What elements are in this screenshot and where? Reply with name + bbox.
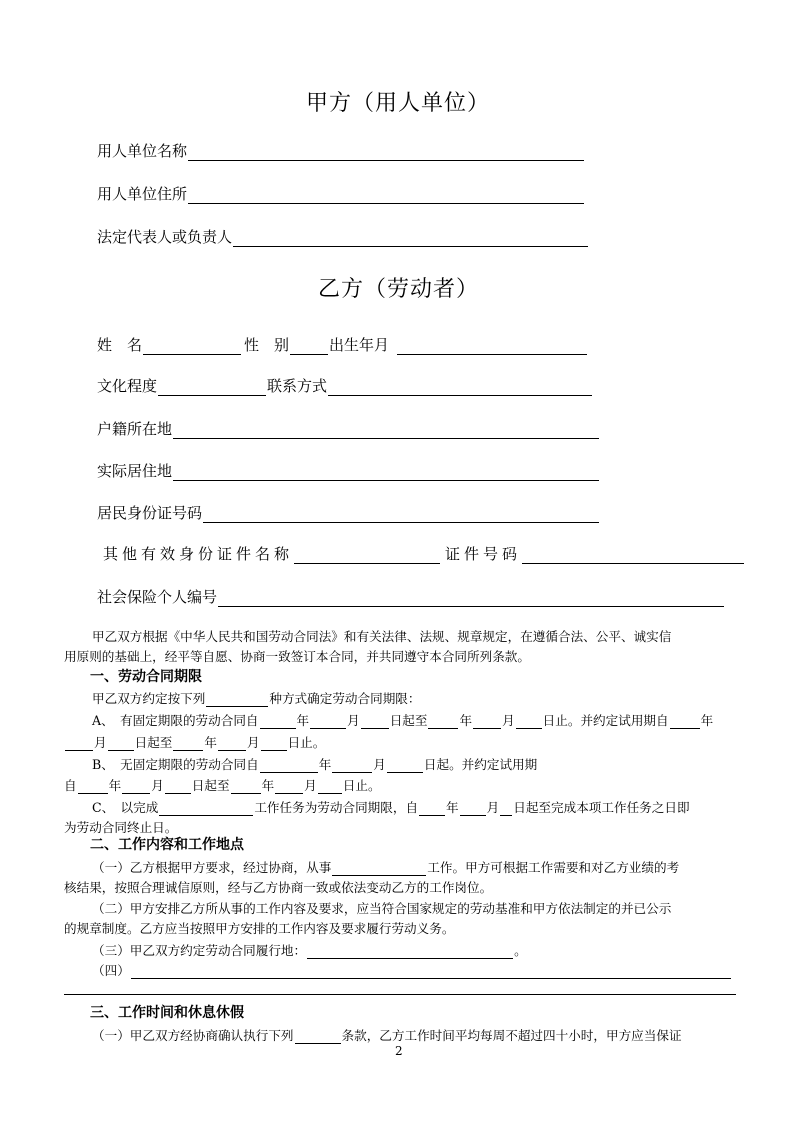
month-text: 月	[373, 757, 386, 772]
option-b-label: B、 无固定期限的劳动合同自	[92, 757, 259, 772]
unit-address-label: 用人单位住所	[97, 185, 188, 203]
month-text: 月	[486, 800, 500, 815]
b-start-year[interactable]	[260, 758, 318, 773]
day-end-probation-text: 日止。并约定试用期自	[542, 713, 669, 728]
gender-field[interactable]	[290, 340, 328, 355]
month-text: 月	[246, 735, 260, 750]
gender-label: 性 别	[244, 336, 290, 354]
a-end-year[interactable]	[428, 714, 458, 729]
c-mid-text: 工作任务为劳动合同期限，自	[254, 800, 419, 815]
b-start-month[interactable]	[332, 758, 372, 773]
year-text: 年	[261, 778, 275, 793]
section-2-p4-row	[92, 960, 732, 979]
legal-rep-field[interactable]	[233, 232, 588, 247]
page-number: 2	[395, 1044, 403, 1058]
legal-rep-row	[97, 226, 589, 247]
day-end-text: 日止。	[342, 778, 381, 793]
section-1-choose-row	[92, 688, 420, 707]
option-b-row	[92, 754, 537, 773]
choose-text-b: 种方式确定劳动合同期限：	[269, 691, 421, 706]
cert-number-field[interactable]	[522, 549, 744, 564]
section-2-p2-line-2: 的规章制度。乙方应当按照甲方安排的工作内容及要求履行劳动义务。	[64, 921, 455, 936]
section-2-p2-line-1: （二）甲方安排乙方所从事的工作内容及要求，应当符合国家规定的劳动基准和甲方依法制定的并已公示	[92, 901, 672, 916]
from-text: 自	[64, 778, 77, 793]
c-end-text: 日起至完成本项工作任务之日即	[513, 800, 690, 815]
legal-rep-label: 法定代表人或负责人	[97, 228, 233, 246]
s3-p1-text-a: （一）甲乙双方经协商确认执行下列	[92, 1028, 294, 1043]
c-start-year[interactable]	[419, 801, 445, 816]
section-1-title: 一、劳动合同期限	[90, 669, 202, 685]
section-2-p3-row	[92, 940, 527, 959]
residence-label: 实际居住地	[97, 462, 173, 480]
education-label: 文化程度	[97, 377, 158, 395]
name-label: 姓 名	[97, 336, 143, 354]
option-c-row	[92, 797, 690, 816]
a-start-day[interactable]	[361, 714, 389, 729]
term-type-field[interactable]	[206, 692, 268, 707]
contact-field[interactable]	[328, 381, 592, 396]
year-text: 年	[318, 757, 332, 772]
option-a-label: A、 有固定期限的劳动合同自	[92, 713, 259, 728]
day-from-text: 日起至	[134, 735, 173, 750]
a-probation-end-year[interactable]	[173, 736, 203, 751]
s3-p1-text-b: 条款，乙方工作时间平均每周不超过四十小时，甲方应当保证	[341, 1028, 682, 1043]
section-2-p1-row	[92, 857, 679, 876]
intro-line-1: 甲乙双方根据《中华人民共和国劳动合同法》和有关法律、法规、规章规定，在遵循合法、公平、诚实信	[92, 629, 672, 644]
id-number-label: 居民身份证号码	[97, 504, 203, 522]
month-text: 月	[347, 713, 360, 728]
id-number-row	[97, 502, 600, 523]
option-c-line-2: 为劳动合同终止日。	[64, 820, 178, 835]
b-start-end-text: 日起。并约定试用期	[423, 757, 538, 772]
education-field[interactable]	[158, 381, 266, 396]
day-from-text: 日起至	[389, 713, 428, 728]
a-end-month[interactable]	[473, 714, 501, 729]
month-text: 月	[94, 735, 107, 750]
day-end-text: 日止。	[287, 735, 326, 750]
c-task-field[interactable]	[159, 801, 253, 816]
year-text: 年	[700, 713, 714, 728]
a-probation-end-day[interactable]	[261, 736, 287, 751]
unit-name-row	[97, 140, 585, 161]
p1-text-b: 工作。甲方可根据工作需要和对乙方业绩的考	[427, 860, 680, 875]
month-text: 月	[304, 778, 317, 793]
other-id-field[interactable]	[294, 549, 440, 564]
job-field[interactable]	[332, 861, 426, 876]
education-contact-row	[97, 375, 593, 396]
section-3-p1-row	[92, 1025, 682, 1044]
id-number-field[interactable]	[203, 508, 599, 523]
year-text: 年	[204, 735, 217, 750]
a-probation-year[interactable]	[670, 714, 700, 729]
party-a-title: 甲方（用人单位）	[306, 91, 491, 116]
b-probation-year[interactable]	[78, 779, 108, 794]
b-probation-month[interactable]	[122, 779, 150, 794]
option-b-row-2	[64, 775, 381, 794]
section-2-p1-line-2: 核结果，按照合理诚信原则，经与乙方协商一致或依法变动乙方的工作岗位。	[64, 880, 493, 895]
unit-address-field[interactable]	[188, 189, 584, 204]
name-field[interactable]	[143, 340, 241, 355]
unit-address-row	[97, 183, 585, 204]
option-c-label: C、 以完成	[92, 800, 159, 815]
section-3-title: 三、工作时间和休息休假	[90, 1005, 244, 1021]
birth-field[interactable]	[397, 340, 587, 355]
social-security-label: 社会保险个人编号	[97, 588, 218, 606]
b-probation-end-year[interactable]	[231, 779, 261, 794]
social-security-field[interactable]	[218, 592, 724, 607]
year-text: 年	[108, 778, 122, 793]
year-text: 年	[459, 713, 473, 728]
party-b-title: 乙方（劳动者）	[318, 277, 480, 302]
unit-name-label: 用人单位名称	[97, 142, 188, 160]
b-probation-day[interactable]	[165, 779, 191, 794]
cert-number-label: 证件号码	[445, 545, 522, 563]
month-text: 月	[151, 778, 164, 793]
household-field[interactable]	[173, 424, 599, 439]
b-probation-end-month[interactable]	[275, 779, 303, 794]
day-from-text: 日起至	[191, 778, 230, 793]
intro-line-2: 用原则的基础上，经平等自愿、协商一致签订本合同，并共同遵守本合同所列条款。	[64, 649, 530, 664]
c-start-month[interactable]	[460, 801, 486, 816]
p4-field[interactable]	[131, 964, 731, 979]
hours-clause-field[interactable]	[295, 1029, 341, 1044]
year-text: 年	[446, 800, 459, 815]
residence-row	[97, 460, 600, 481]
work-place-field[interactable]	[307, 944, 513, 959]
p4-label: （四）	[92, 963, 130, 978]
month-text: 月	[502, 713, 515, 728]
household-label: 户籍所在地	[97, 420, 173, 438]
a-probation-month[interactable]	[65, 736, 93, 751]
a-probation-day[interactable]	[108, 736, 134, 751]
birth-label: 出生年月	[329, 336, 390, 354]
option-a-row-2	[64, 732, 325, 751]
social-security-row	[97, 586, 725, 607]
a-start-month[interactable]	[310, 714, 346, 729]
a-start-year[interactable]	[260, 714, 296, 729]
a-probation-end-month[interactable]	[218, 736, 246, 751]
p1-text-a: （一）乙方根据甲方要求，经过协商，从事	[92, 860, 332, 875]
p3-text-b: 。	[514, 943, 527, 958]
name-gender-birth-row	[97, 334, 588, 355]
contact-label: 联系方式	[267, 377, 328, 395]
b-probation-end-day[interactable]	[318, 779, 342, 794]
residence-field[interactable]	[173, 466, 599, 481]
b-start-day[interactable]	[387, 758, 423, 773]
unit-name-field[interactable]	[188, 146, 584, 161]
option-a-row	[92, 710, 713, 729]
other-id-row	[103, 543, 745, 564]
year-text: 年	[296, 713, 310, 728]
section-2-title: 二、工作内容和工作地点	[90, 837, 244, 853]
choose-text-a: 甲乙双方约定按下列	[92, 691, 206, 706]
p4-field-line-2[interactable]	[64, 994, 736, 995]
other-id-label: 其他有效身份证件名称	[103, 545, 294, 563]
p3-text-a: （三）甲乙双方约定劳动合同履行地：	[92, 943, 307, 958]
c-start-day[interactable]	[500, 801, 512, 816]
household-row	[97, 418, 600, 439]
a-end-day[interactable]	[516, 714, 542, 729]
